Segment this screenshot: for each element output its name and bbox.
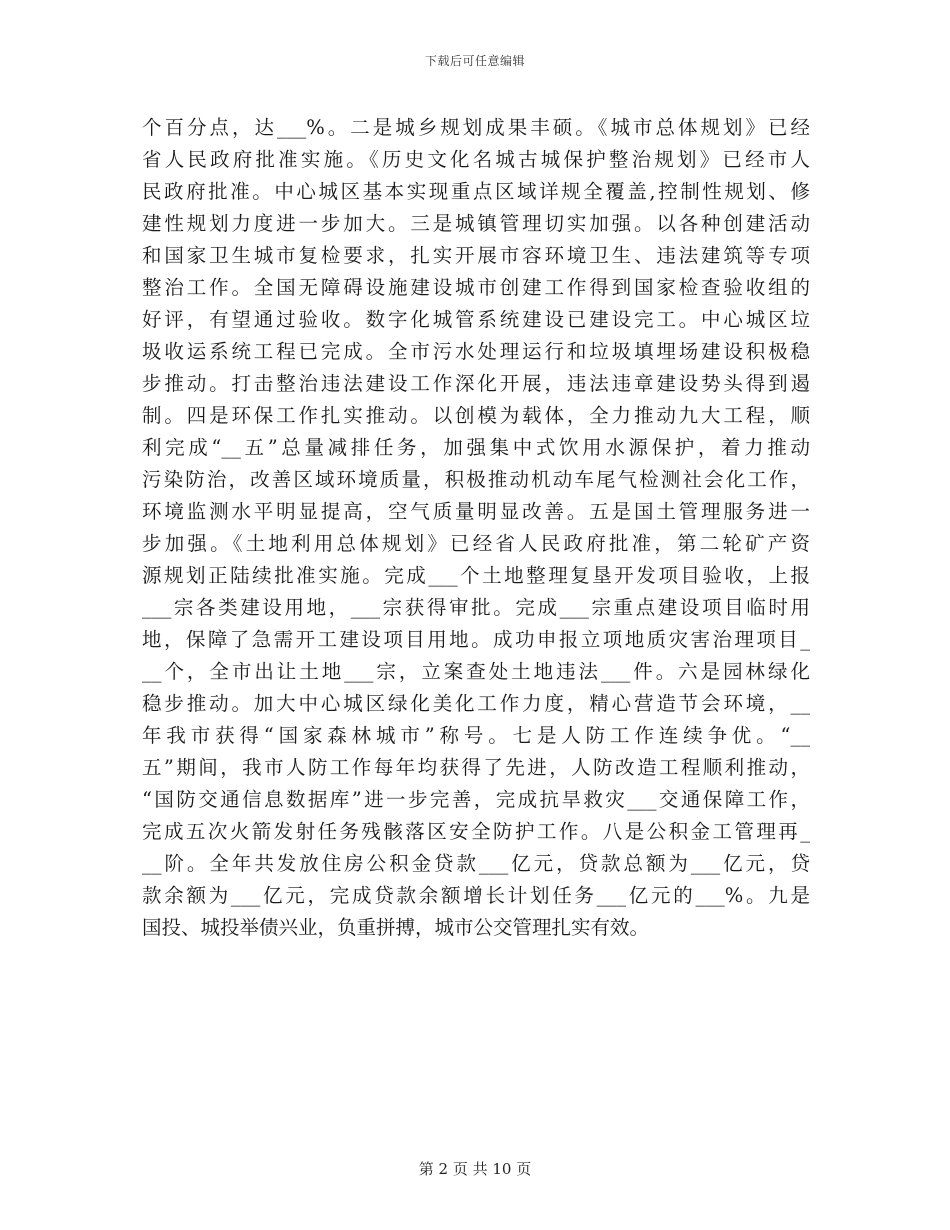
body-line: 民政府批准。中心城区基本实现重点区域详规全覆盖,控制性规划、修 bbox=[142, 180, 810, 203]
body-line: ___宗各类建设用地，___宗获得审批。完成___宗重点建设项目临时用 bbox=[142, 596, 810, 619]
body-line: __个，全市出让土地___宗，立案查处土地违法___件。六是园林绿化 bbox=[142, 660, 810, 683]
document-body bbox=[142, 112, 810, 944]
body-line: 国投、城投举债兴业，负重拼搏，城市公交管理扎实有效。 bbox=[142, 916, 650, 939]
body-line: 五”期间，我市人防工作每年均获得了先进，人防改造工程顺利推动， bbox=[142, 756, 810, 779]
page-footer: 第 2 页 共 10 页 bbox=[418, 1160, 532, 1178]
body-line: 利完成“__五”总量减排任务，加强集中式饮用水源保护，着力推动 bbox=[142, 436, 810, 459]
page-header: 下载后可任意编辑 bbox=[424, 54, 525, 68]
body-line: 制。四是环保工作扎实推动。以创模为载体，全力推动九大工程，顺 bbox=[142, 404, 810, 427]
body-line: 步加强。《土地利用总体规划》已经省人民政府批准，第二轮矿产资 bbox=[142, 532, 810, 555]
body-line: 稳步推动。加大中心城区绿化美化工作力度，精心营造节会环境，__ bbox=[142, 692, 810, 715]
body-line: 环境监测水平明显提高，空气质量明显改善。五是国土管理服务进一 bbox=[142, 500, 810, 523]
body-line: 步推动。打击整治违法建设工作深化开展，违法违章建设势头得到遏 bbox=[142, 372, 810, 395]
body-line: 年我市获得“国家森林城市”称号。七是人防工作连续争优。“__ bbox=[142, 724, 810, 747]
body-line: 和国家卫生城市复检要求，扎实开展市容环境卫生、违法建筑等专项 bbox=[142, 244, 810, 267]
body-line: 完成五次火箭发射任务残骸落区安全防护工作。八是公积金工管理再_ bbox=[142, 820, 810, 843]
body-line: 款余额为___亿元，完成贷款余额增长计划任务___亿元的___%。九是 bbox=[142, 884, 810, 907]
body-line: 整治工作。全国无障碍设施建设城市创建工作得到国家检查验收组的 bbox=[142, 276, 810, 299]
body-line: 好评，有望通过验收。数字化城管系统建设已建设完工。中心城区垃 bbox=[142, 308, 810, 331]
body-line: 个百分点，达___%。二是城乡规划成果丰硕。《城市总体规划》已经 bbox=[142, 116, 810, 139]
body-line: 地，保障了急需开工建设项目用地。成功申报立项地质灾害治理项目_ bbox=[142, 628, 810, 651]
body-line: 圾收运系统工程已完成。全市污水处理运行和垃圾填埋场建设积极稳 bbox=[142, 340, 810, 363]
body-line: __阶。全年共发放住房公积金贷款___亿元，贷款总额为___亿元，贷 bbox=[142, 852, 810, 875]
body-line: 污染防治，改善区域环境质量，积极推动机动车尾气检测社会化工作， bbox=[142, 468, 810, 491]
body-line: 源规划正陆续批准实施。完成___个土地整理复垦开发项目验收，上报 bbox=[142, 564, 810, 587]
body-line: “国防交通信息数据库”进一步完善，完成抗旱救灾___交通保障工作， bbox=[142, 788, 810, 811]
body-line: 省人民政府批准实施。《历史文化名城古城保护整治规划》已经市人 bbox=[142, 148, 810, 171]
body-line: 建性规划力度进一步加大。三是城镇管理切实加强。以各种创建活动 bbox=[142, 212, 810, 235]
